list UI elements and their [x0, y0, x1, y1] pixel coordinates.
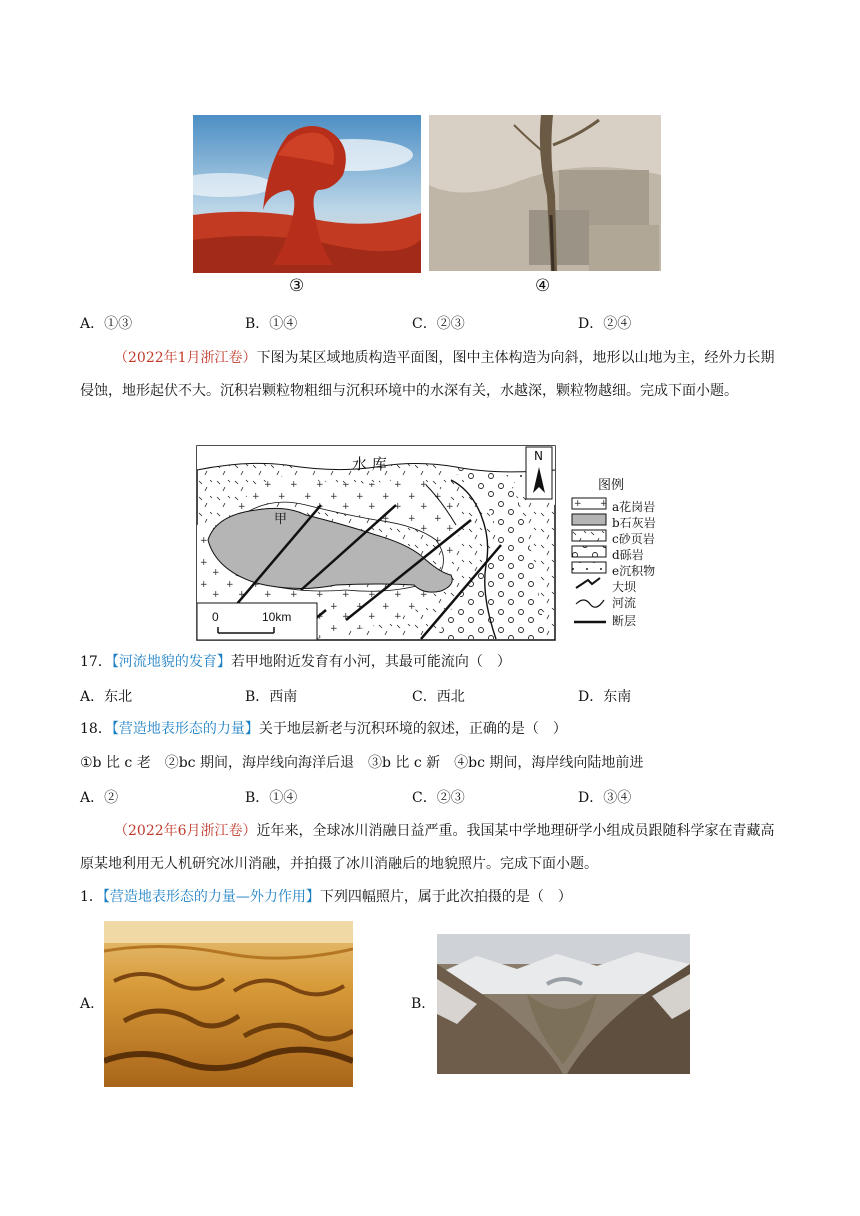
- photo-caption-3: ③: [289, 276, 305, 296]
- jia-label: 甲: [274, 512, 288, 527]
- question-17: [80, 652, 511, 672]
- legend-item-sandshale: c砂页岩: [612, 532, 655, 546]
- q1-number: 1．: [80, 889, 103, 905]
- glacial-valley-photo: [437, 934, 690, 1074]
- photo-caption-4: ④: [535, 276, 551, 296]
- tree-rock-photo: [429, 115, 661, 271]
- q18-number: 18．: [80, 721, 112, 737]
- legend-item-dam: 大坝: [612, 580, 637, 594]
- q17-option-c: C．西北: [412, 689, 465, 705]
- passage-2-source: （2022年6月浙江卷）: [114, 823, 257, 839]
- q17-option-a: A．东北: [80, 689, 133, 705]
- scale-km-label: 10km: [262, 610, 292, 624]
- passage-1-text: 下图为某区域地质构造平面图，图中主体构造为向斜，地形以山地为主，经外力长期侵蚀，地形起伏不大。沉积岩颗粒物粗细与沉积环境中的水深有关，水越深，颗粒物越细。完成下面小题。: [80, 350, 775, 399]
- q18-tag: 【营造地表形态的力量】: [111, 721, 259, 737]
- q1-tag: 【营造地表形态的力量—外力作用】: [102, 889, 320, 905]
- scale-zero-label: 0: [212, 610, 219, 624]
- q18-option-c: C．②③: [412, 790, 465, 806]
- geologic-map: [196, 445, 556, 641]
- passage-2-text: 近年来，全球冰川消融日益严重。我国某中学地理研学小组成员跟随科学家在青藏高原某地利用无人机研究冰川消融，并拍摄了冰川消融后的地貌照片。完成下面小题。: [80, 823, 775, 872]
- question-1: [80, 887, 572, 907]
- q17-option-d: D．东南: [578, 689, 632, 705]
- q17-number: 17．: [80, 654, 112, 670]
- passage-2: [80, 815, 780, 881]
- q17-tag: 【河流地貌的发育】: [111, 654, 231, 670]
- desert-dunes-photo: [104, 921, 353, 1087]
- legend-item-limestone: b石灰岩: [612, 516, 656, 530]
- prev-option-d: D．②④: [578, 316, 632, 332]
- map-legend: [570, 474, 680, 644]
- q18-text: 关于地层新老与沉积环境的叙述，正确的是（ ）: [258, 721, 567, 737]
- legend-item-conglomerate: d砾岩: [612, 548, 644, 562]
- q1-option-b: B.: [411, 996, 426, 1012]
- north-label: N: [534, 449, 543, 463]
- passage-1: [80, 342, 780, 408]
- question-18: [80, 719, 567, 739]
- prev-option-b: B．①④: [245, 316, 298, 332]
- prev-option-a: A．①③: [80, 316, 133, 332]
- legend-item-sediment: e沉积物: [612, 564, 656, 578]
- q1-option-a: A.: [80, 996, 95, 1012]
- q17-option-b: B．西南: [245, 689, 298, 705]
- q17-text: 若甲地附近发育有小河，其最可能流向（ ）: [230, 654, 511, 670]
- q18-option-d: D．③④: [578, 790, 632, 806]
- mushroom-rock-photo: [193, 115, 421, 273]
- passage-1-source: （2022年1月浙江卷）: [114, 350, 257, 366]
- q1-text: 下列四幅照片，属于此次拍摄的是（ ）: [319, 889, 572, 905]
- legend-item-fault: 断层: [612, 614, 637, 628]
- legend-title: 图例: [598, 478, 625, 493]
- q18-option-b: B．①④: [245, 790, 298, 806]
- legend-item-river: 河流: [612, 596, 637, 610]
- legend-item-granite: a花岗岩: [612, 500, 656, 514]
- reservoir-label: 水 库: [352, 455, 387, 473]
- prev-option-c: C．②③: [412, 316, 465, 332]
- q18-option-a: A．②: [80, 790, 119, 806]
- q18-statements: ①b 比 c 老 ②bc 期间，海岸线向海洋后退 ③b 比 c 新 ④bc 期间，海岸线向陆地前进: [80, 755, 644, 771]
